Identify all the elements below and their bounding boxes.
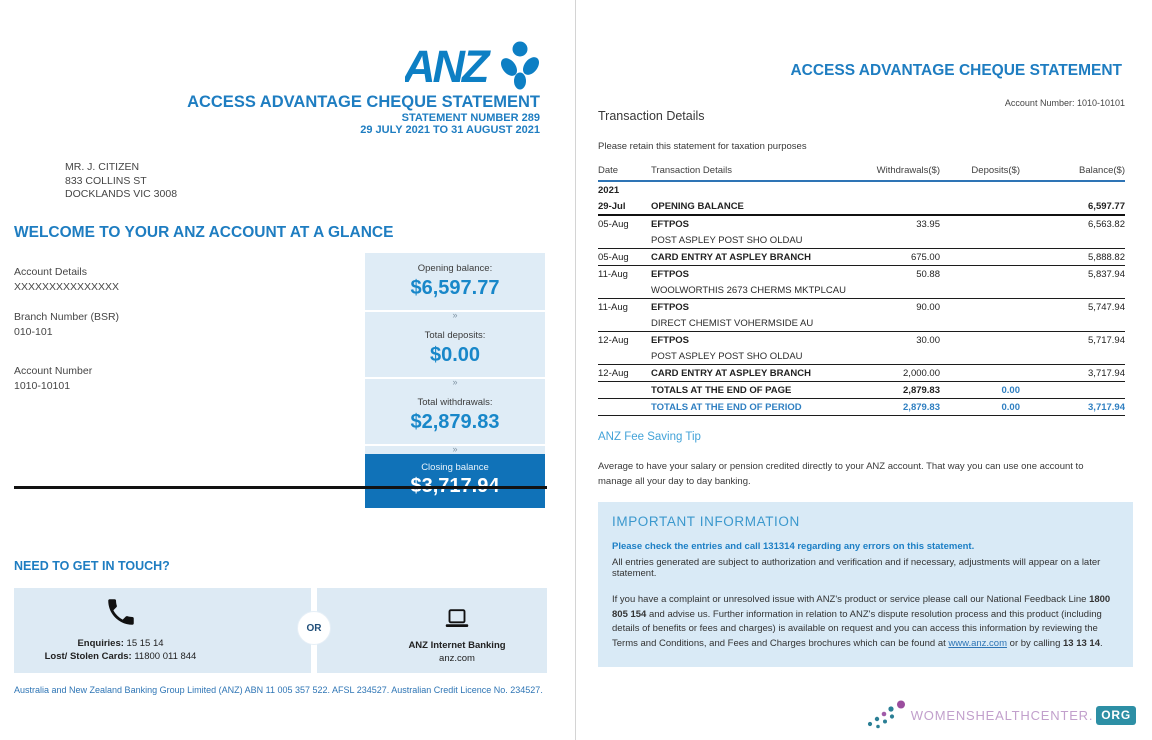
table-row (598, 215, 1125, 232)
branch-number-pair (14, 310, 119, 340)
cell-balance: 5,837.94 (1088, 268, 1125, 280)
recipient-address-line2: DOCKLANDS VIC 3008 (65, 188, 178, 200)
cell-deposits: 0.00 (940, 399, 1020, 416)
entries-note: All entries generated are subject to authorization and verification and if necessary, adjustments will appear on a later statement. (612, 557, 1101, 579)
cell-sub-details: WOOLWORTHIS 2673 CHERMS MKTPLCAU (651, 282, 1125, 299)
laptop-icon (442, 608, 472, 632)
header-details: Transaction Details (651, 165, 836, 181)
cell-withdrawals: 2,879.83 (836, 399, 940, 416)
cell-deposits (940, 249, 1020, 266)
legal-footer: Australia and New Zealand Banking Group Limited (ANZ) ABN 11 005 357 522. AFSL 234527. Australian Credit Licence No. 234527. (14, 685, 543, 695)
statement-title: ACCESS ADVANTAGE CHEQUE STATEMENT (187, 93, 540, 111)
recipient-name: MR. J. CITIZEN (65, 161, 140, 173)
cell-sub-details: DIRECT CHEMIST VOHERMSIDE AU (651, 315, 1125, 332)
retain-note: Please retain this statement for taxation purposes (598, 141, 807, 152)
welcome-heading: WELCOME TO YOUR ANZ ACCOUNT AT A GLANCE (14, 224, 394, 241)
cell-deposits (940, 299, 1020, 316)
cell-balance (1020, 382, 1125, 399)
account-number-value: 1010-10101 (14, 380, 71, 392)
cell-balance: 5,747.94 (1088, 301, 1125, 313)
cell-withdrawals: 30.00 (916, 334, 940, 346)
table-row (598, 399, 1125, 416)
cell-balance (1020, 181, 1125, 198)
cell-sub-details: POST ASPLEY POST SHO OLDAU (651, 232, 1125, 249)
cell-details: CARD ENTRY AT ASPLEY BRANCH (651, 365, 836, 382)
cell-details: CARD ENTRY AT ASPLEY BRANCH (651, 249, 836, 266)
table-row (598, 266, 1125, 283)
cell-withdrawals: 90.00 (916, 301, 940, 313)
statement-number: STATEMENT NUMBER 289 (401, 112, 540, 124)
header-deposits: Deposits($) (940, 165, 1020, 181)
account-number-header: Account Number: 1010-10101 (1004, 98, 1125, 108)
balance-summary-box (365, 253, 545, 508)
cell-date: 11-Aug (598, 301, 628, 313)
recipient-address (65, 161, 177, 202)
watermark-dots-icon (865, 699, 909, 731)
internet-banking-url: anz.com (439, 653, 475, 664)
opening-balance-value: $6,597.77 (410, 277, 500, 299)
enquiries-number: 15 15 14 (123, 638, 164, 649)
total-deposits-value: $0.00 (429, 344, 481, 366)
double-chevron-icon: » (365, 310, 545, 320)
total-deposits-section (365, 320, 545, 377)
header-balance: Balance($) (1020, 165, 1125, 181)
internet-banking-label: ANZ Internet Banking (408, 640, 506, 651)
anz-website-link[interactable]: www.anz.com (948, 637, 1008, 649)
enquiries-line (28, 637, 213, 650)
cell-date-empty (598, 282, 651, 299)
table-row (598, 181, 1125, 198)
fee-tip-heading: ANZ Fee Saving Tip (598, 431, 701, 443)
cell-balance: 5,717.94 (1088, 334, 1125, 346)
cell-deposits (940, 181, 1020, 198)
cell-date-empty (598, 348, 651, 365)
complaint-paragraph (612, 593, 1119, 651)
account-info (14, 265, 119, 394)
watermark-tld-badge: ORG (1096, 706, 1136, 725)
complaint-post: or by calling (1007, 637, 1063, 649)
transaction-details-heading: Transaction Details (598, 109, 705, 123)
closing-balance-value (365, 473, 545, 508)
cell-withdrawals: 2,879.83 (836, 382, 940, 399)
transactions-body (598, 181, 1125, 416)
cell-date: 05-Aug (598, 218, 629, 230)
statement-page-2 (576, 0, 1152, 740)
cell-deposits (940, 215, 1020, 232)
complaint-end: . (1099, 637, 1103, 649)
check-entries-line: Please check the entries and call 131314 regarding any errors on this statement. (612, 541, 975, 552)
cell-withdrawals: 2,000.00 (836, 365, 940, 382)
statement-period: 29 JULY 2021 TO 31 AUGUST 2021 (360, 124, 540, 136)
section-divider-rule (14, 486, 547, 489)
complaint-pre: If you have a complaint or unresolved issue with ANZ's product or service please call our National Feedback Line (612, 594, 1090, 605)
phone-contact-content (28, 595, 213, 663)
get-in-touch-heading: NEED TO GET IN TOUCH? (14, 559, 170, 573)
statement-title-page2: ACCESS ADVANTAGE CHEQUE STATEMENT (790, 62, 1122, 79)
cell-deposits (940, 332, 1020, 349)
account-details-pair (14, 265, 119, 295)
cell-balance: 6,597.77 (1020, 198, 1125, 215)
closing-balance-section (365, 454, 545, 508)
table-subrow (598, 282, 1125, 299)
header-withdrawals: Withdrawals($) (836, 165, 940, 181)
watermark-logo (865, 699, 1136, 731)
complaint-mid: and advise us. Further information in relation to ANZ's dispute resolution process and this product (including details of benefits or fees and charges) is available on request and you can access this information by reviewing the Terms and Conditions, and Fees and Charges brochures which can be found at (612, 608, 1102, 649)
cell-balance: 3,717.94 (1020, 365, 1125, 382)
transactions-table (598, 165, 1125, 416)
cell-details: EFTPOS (651, 334, 690, 346)
double-chevron-icon: » (365, 377, 545, 387)
lost-cards-line (28, 650, 213, 663)
total-deposits-label: Total deposits: (424, 330, 486, 341)
cell-details: TOTALS AT THE END OF PERIOD (651, 399, 836, 416)
table-row (598, 332, 1125, 349)
or-badge: OR (297, 611, 331, 645)
cell-balance: 5,888.82 (1020, 249, 1125, 266)
cell-deposits (940, 266, 1020, 283)
cell-date-empty (598, 315, 651, 332)
table-subrow (598, 315, 1125, 332)
cell-sub-details: POST ASPLEY POST SHO OLDAU (651, 348, 1125, 365)
account-details-label: Account Details (14, 266, 87, 278)
statement-page-1 (0, 0, 575, 740)
cell-withdrawals: 33.95 (916, 218, 940, 230)
table-subrow (598, 232, 1125, 249)
lost-cards-label: Lost/ Stolen Cards: (44, 651, 132, 662)
cell-date: 05-Aug (598, 249, 651, 266)
table-row (598, 299, 1125, 316)
cell-details: OPENING BALANCE (651, 198, 836, 215)
cell-date: 12-Aug (598, 334, 629, 346)
cell-date (598, 382, 651, 399)
cell-balance: 6,563.82 (1088, 218, 1125, 230)
important-information-heading: IMPORTANT INFORMATION (612, 514, 800, 529)
recipient-address-line1: 833 COLLINS ST (65, 174, 147, 187)
total-withdrawals-value: $2,879.83 (410, 411, 500, 433)
total-withdrawals-label: Total withdrawals: (417, 397, 493, 408)
phone-icon (104, 595, 138, 629)
feedback-line-number: 1800 805 154 (612, 594, 1111, 620)
anz-lotus-icon (405, 40, 542, 90)
opening-balance-section (365, 253, 545, 310)
lost-cards-number: 11800 011 844 (131, 651, 197, 662)
cell-date: 29-Jul (598, 198, 651, 215)
branch-number-value: 010-101 (14, 326, 53, 338)
cell-details: EFTPOS (651, 268, 690, 280)
table-row (598, 249, 1125, 266)
cell-date: 2021 (598, 184, 620, 196)
cell-details: EFTPOS (651, 218, 690, 230)
cell-date (598, 399, 651, 416)
cell-withdrawals (836, 198, 940, 215)
table-subrow (598, 348, 1125, 365)
table-header-row (598, 165, 1125, 181)
internet-banking-content (357, 608, 557, 665)
account-details-value: XXXXXXXXXXXXXXX (14, 281, 120, 293)
cell-withdrawals: 50.88 (916, 268, 940, 280)
cell-deposits (940, 365, 1020, 382)
branch-number-label: Branch Number (BSR) (14, 311, 120, 323)
cell-date-empty (598, 232, 651, 249)
total-withdrawals-section (365, 387, 545, 444)
watermark-name: WOMENSHEALTHCENTER. (910, 707, 1094, 723)
table-row (598, 382, 1125, 399)
cell-date: 12-Aug (598, 365, 651, 382)
anz-phone-number: 13 13 14 (1063, 637, 1100, 649)
anz-logo-text: ANZ (405, 41, 487, 90)
cell-details: EFTPOS (651, 301, 690, 313)
cell-withdrawals (836, 181, 940, 198)
cell-date: 11-Aug (598, 268, 628, 280)
important-information-box (598, 502, 1133, 667)
anz-logo (405, 40, 542, 95)
cell-balance: 3,717.94 (1020, 399, 1125, 416)
opening-balance-label: Opening balance: (417, 263, 493, 274)
table-row (598, 365, 1125, 382)
fee-tip-body: Average to have your salary or pension credited directly to your ANZ account. That way you can use one account to manage all your day to day banking. (598, 461, 1084, 487)
account-number-label: Account Number (14, 365, 93, 377)
cell-details (651, 181, 836, 198)
table-row (598, 198, 1125, 215)
cell-withdrawals: 675.00 (836, 249, 940, 266)
cell-deposits (940, 198, 1020, 215)
closing-balance-label: Closing balance (421, 462, 489, 473)
enquiries-label: Enquiries: (77, 638, 124, 649)
account-number-pair (14, 364, 119, 394)
double-chevron-icon: » (365, 444, 545, 454)
header-date: Date (598, 165, 651, 181)
cell-deposits: 0.00 (940, 382, 1020, 399)
cell-details: TOTALS AT THE END OF PAGE (651, 382, 836, 399)
